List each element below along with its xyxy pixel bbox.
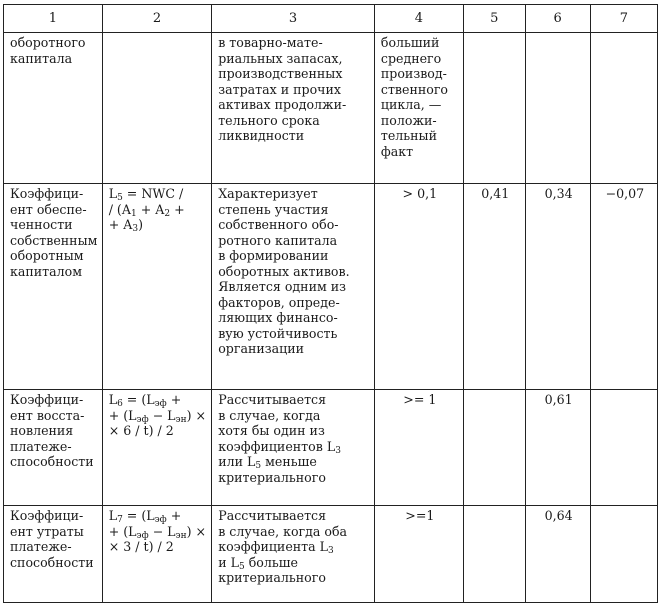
value-col5: 0,41 <box>463 184 525 390</box>
col-header-7: 7 <box>590 5 657 33</box>
formula-text: L <box>108 392 118 407</box>
formula-sub: 5 <box>117 193 123 203</box>
indicator-name: Коэффици- ент обеспе- ченности собственным оборотным капиталом <box>4 184 103 390</box>
header-row <box>4 5 658 33</box>
formula-text: = (L <box>122 508 155 523</box>
formula-text: + A <box>108 217 133 232</box>
norm-cell: > 0,1 <box>374 184 463 390</box>
formula-text: ) × <box>186 407 207 423</box>
value-col7 <box>590 506 657 603</box>
formula-sub: эф <box>154 515 167 525</box>
table-row <box>4 184 658 390</box>
formula-text: + A <box>136 201 165 217</box>
norm-cell: >=1 <box>374 506 463 603</box>
formula-text: + <box>170 201 185 217</box>
norm-cell: больший среднего производ- ственного цикла, — положи- тельный факт <box>374 33 463 184</box>
indicator-name: Коэффици- ент восста- новления платеже- способности <box>4 390 103 506</box>
formula-cell <box>102 33 212 184</box>
description-text: Рассчитывается в случае, когда хотя бы один из коэффициентов L <box>218 392 336 454</box>
formula-text: × 3 / t) / 2 <box>108 539 174 554</box>
formula-cell <box>102 184 212 390</box>
table-row <box>4 390 658 506</box>
value-col5 <box>463 33 525 184</box>
norm-cell: >= 1 <box>374 390 463 506</box>
formula-sub: эф <box>154 399 167 409</box>
table-row <box>4 506 658 603</box>
col-header-5: 5 <box>463 5 525 33</box>
formula-text: / (A <box>108 201 131 217</box>
description-text: или L <box>218 454 256 469</box>
value-col6: 0,61 <box>525 390 590 506</box>
formula-text: = NWC / <box>122 186 184 201</box>
formula-sub: 1 <box>130 208 137 219</box>
formula-sub: 7 <box>117 515 123 525</box>
description-cell: в товарно-мате- риальных запасах, производственных затратах и прочих активах продолжи- тельного срока ликвидности <box>212 33 375 184</box>
col-header-3: 3 <box>212 5 375 33</box>
ratio-table <box>3 4 658 603</box>
table-row <box>4 33 658 184</box>
value-col5 <box>463 506 525 603</box>
value-col7: −0,07 <box>590 184 657 390</box>
description-text: меньше критериального <box>218 454 326 485</box>
formula-text: + <box>166 508 182 523</box>
formula-sub: 6 <box>117 399 123 409</box>
description-text: больше критериального <box>218 554 326 585</box>
col-header-4: 4 <box>374 5 463 33</box>
formula-sub: эн <box>175 530 187 541</box>
indicator-name: оборотного капитала <box>4 33 103 184</box>
formula-text: L <box>108 186 118 201</box>
formula-sub: эф <box>136 414 149 425</box>
description-cell <box>212 390 375 506</box>
formula-sub: эф <box>136 530 149 541</box>
col-header-6: 6 <box>525 5 590 33</box>
description-text: и L <box>218 554 239 570</box>
formula-text: + <box>166 392 182 407</box>
formula-text: L <box>108 508 118 523</box>
formula-text: ) × <box>186 523 207 539</box>
value-col5 <box>463 390 525 506</box>
value-col7 <box>590 33 657 184</box>
description-cell: Характеризует степень участия собственного обо- ротного капитала в формировании оборотных активов. Является одним из факторов, опреде- ляющих финансо- вую устойчивость организации <box>212 184 375 390</box>
description-cell <box>212 506 375 603</box>
description-sub: 3 <box>335 445 341 456</box>
formula-text: + (L <box>108 407 137 423</box>
value-col6: 0,34 <box>525 184 590 390</box>
formula-sub: 3 <box>132 224 139 234</box>
formula-text: ) <box>138 217 143 232</box>
formula-sub: 2 <box>164 208 171 219</box>
description-text: Рассчитывается в случае, когда оба коэффициента L <box>218 508 348 554</box>
col-header-1: 1 <box>4 5 103 33</box>
formula-text: − L <box>148 523 176 539</box>
value-col6: 0,64 <box>525 506 590 603</box>
formula-text: − L <box>148 407 176 423</box>
formula-cell <box>102 506 212 603</box>
value-col7 <box>590 390 657 506</box>
formula-text: × 6 / t) / 2 <box>108 423 174 438</box>
description-sub: 5 <box>238 561 245 572</box>
col-header-2: 2 <box>102 5 212 33</box>
description-sub: 3 <box>328 546 334 556</box>
value-col6 <box>525 33 590 184</box>
description-sub: 5 <box>255 461 262 471</box>
formula-sub: эн <box>175 414 187 425</box>
indicator-name: Коэффици- ент утраты платеже- способности <box>4 506 103 603</box>
formula-text: = (L <box>122 392 155 407</box>
formula-text: + (L <box>108 523 137 539</box>
formula-cell <box>102 390 212 506</box>
